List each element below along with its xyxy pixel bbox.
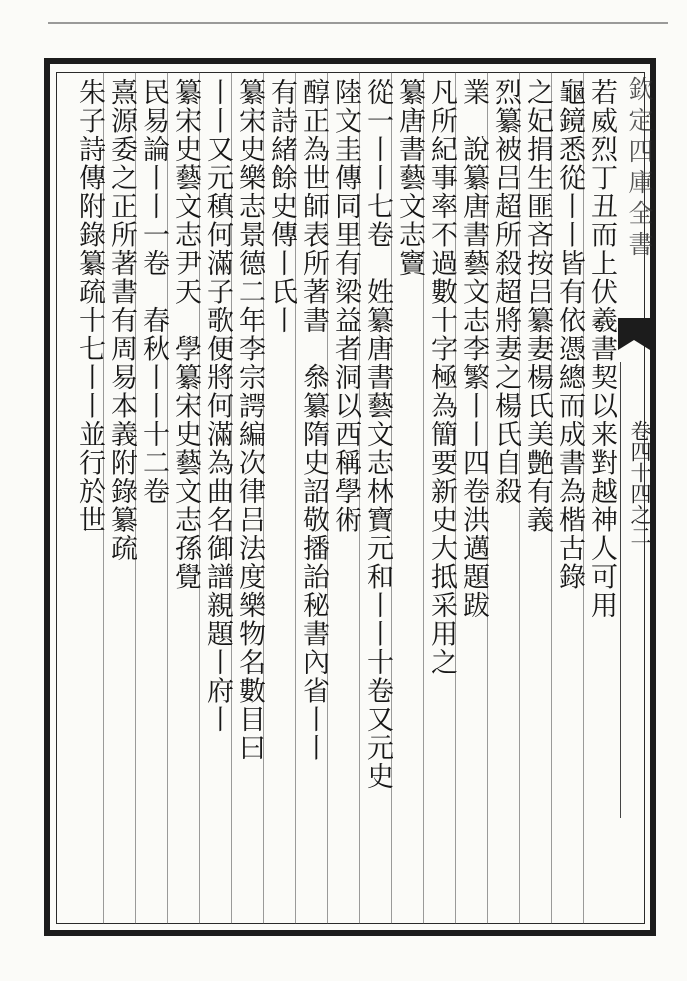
text-column: 民易論丨丨一卷 春秋丨丨十二卷 — [138, 78, 169, 506]
text-column: 有詩緒餘史傳丨氏丨 — [266, 78, 297, 335]
volume-label: 卷四十四之二 — [628, 420, 652, 546]
text-column: 業 說纂唐書藝文志李繁丨丨四卷洪邁題跋 — [458, 78, 489, 620]
text-column: 若威烈丁丑而上伏羲書契以来對越神人可用 — [586, 78, 617, 620]
text-column: 朱子詩傳附錄纂疏十七丨丨並行於世 — [74, 78, 105, 534]
plate-top-edge — [48, 22, 668, 24]
text-column: 之妃捐生匪吝按吕纂妻楊氏美艶有義 — [522, 78, 553, 534]
text-column: 從一丨丨七卷 姓纂唐書藝文志林寶元和丨丨十卷又元史 — [362, 78, 393, 791]
text-column: 纂宋史樂志景德二年李宗諤編次律吕法度樂物名數目曰 — [234, 78, 265, 762]
fishtail-mark-icon — [618, 318, 650, 340]
text-column: 熹源委之正所著書有周易本義附錄纂疏 — [106, 78, 137, 563]
book-title: 欽定四庫全書 — [625, 76, 654, 262]
text-column: 烈纂被吕超所殺超將妻之楊氏自殺 — [490, 78, 521, 506]
text-column: 凡所紀事率不過數十字極為簡要新史大抵采用之 — [426, 78, 457, 677]
text-column: 醇正為世師表所著書 叅纂隋史詔敬播詒秘書內省丨丨 — [298, 78, 329, 762]
text-column: 丨丨又元稹何滿子歌便將何滿為曲名御譜親題丨府丨 — [202, 78, 233, 734]
text-column: 龜鏡悉從丨丨皆有依憑總而成書為楷古錄 — [554, 78, 585, 591]
text-column: 陸文圭傳同里有梁益者洞以西稱學術 — [330, 78, 361, 534]
text-column: 纂宋史藝文志尹天 學纂宋史藝文志孫覺 — [170, 78, 201, 591]
text-column: 纂唐書藝文志竇 — [394, 78, 425, 278]
center-fold-line — [620, 362, 621, 818]
